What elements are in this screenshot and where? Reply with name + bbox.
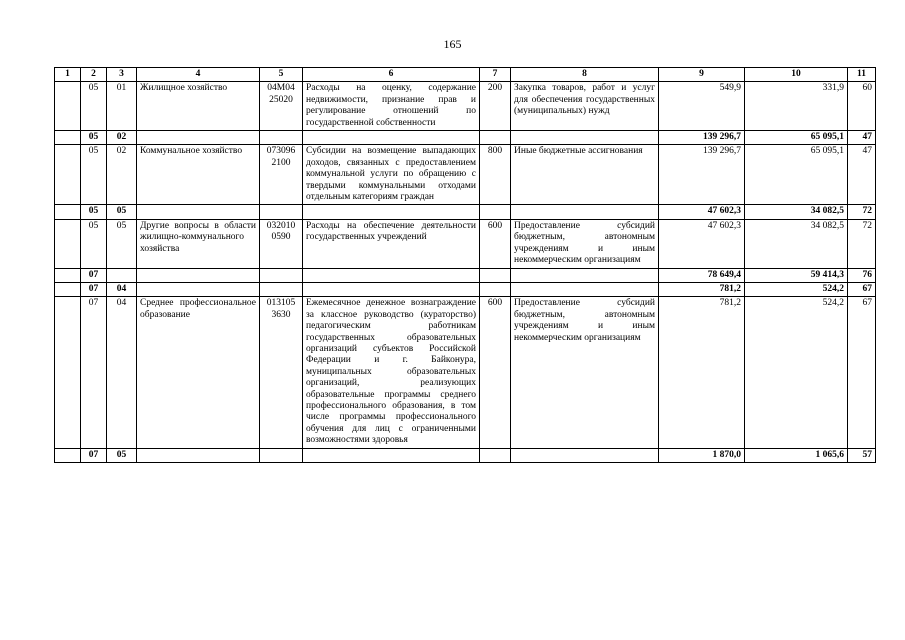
subsection-name: Другие вопросы в области жилищно-коммунального хозяйства [137,219,260,268]
subsection-code: 01 [107,82,137,131]
target-article-code: 032010 0590 [260,219,303,268]
table-row-subtotal [55,448,876,462]
planned-amount: 78 649,4 [659,268,745,282]
table-header-row [55,68,876,82]
subsection-name: Среднее профессиональное образование [137,297,260,448]
execution-percent: 72 [848,219,876,268]
actual-amount: 524,2 [745,297,848,448]
planned-amount: 1 870,0 [659,448,745,462]
target-article-code: 073096 2100 [260,145,303,205]
section-code: 05 [81,145,107,205]
header-cell: 10 [745,68,848,82]
planned-amount: 781,2 [659,282,745,296]
header-cell: 6 [303,68,480,82]
actual-amount: 65 095,1 [745,131,848,145]
planned-amount: 47 602,3 [659,219,745,268]
expense-description: Расходы на оценку, содержание недвижимости, признание прав и регулирование отношений по государственной собственности [303,82,480,131]
header-cell: 3 [107,68,137,82]
actual-amount: 34 082,5 [745,205,848,219]
execution-percent: 47 [848,131,876,145]
subsection-code: 02 [107,131,137,145]
subsection-code: 05 [107,205,137,219]
table-row [55,219,876,268]
table-row-subtotal [55,268,876,282]
execution-percent: 72 [848,205,876,219]
header-cell: 11 [848,68,876,82]
table-row [55,145,876,205]
planned-amount: 47 602,3 [659,205,745,219]
budget-table [54,67,876,463]
table-row [55,82,876,131]
subsection-code: 02 [107,145,137,205]
subsection-code: 04 [107,282,137,296]
planned-amount: 549,9 [659,82,745,131]
planned-amount: 781,2 [659,297,745,448]
expense-type-code: 600 [480,219,511,268]
header-cell: 7 [480,68,511,82]
header-cell: 8 [511,68,659,82]
header-cell: 2 [81,68,107,82]
expense-type-code: 600 [480,297,511,448]
section-code: 07 [81,282,107,296]
table-row-subtotal [55,205,876,219]
section-code: 05 [81,219,107,268]
actual-amount: 524,2 [745,282,848,296]
target-article-code: 04М04 25020 [260,82,303,131]
subsection-code: 05 [107,448,137,462]
expense-type-name: Предоставление субсидий бюджетным, автономным учреждениям и иным некоммерческим организациям [511,219,659,268]
execution-percent: 67 [848,297,876,448]
execution-percent: 76 [848,268,876,282]
table-row [55,297,876,448]
execution-percent: 57 [848,448,876,462]
section-code: 07 [81,448,107,462]
section-code: 05 [81,82,107,131]
expense-type-code: 200 [480,82,511,131]
planned-amount: 139 296,7 [659,145,745,205]
execution-percent: 67 [848,282,876,296]
header-cell: 1 [55,68,81,82]
actual-amount: 34 082,5 [745,219,848,268]
table-row-subtotal [55,131,876,145]
section-code: 05 [81,205,107,219]
subsection-name: Жилищное хозяйство [137,82,260,131]
table-row-subtotal [55,282,876,296]
subsection-code [107,268,137,282]
header-cell: 9 [659,68,745,82]
execution-percent: 60 [848,82,876,131]
expense-type-name: Иные бюджетные ассигнования [511,145,659,205]
actual-amount: 1 065,6 [745,448,848,462]
expense-description: Субсидии на возмещение выпадающих доходов, связанных с предоставлением коммунальной услуги по обращению с твердыми коммунальными отходами отдельным категориям граждан [303,145,480,205]
subsection-code: 04 [107,297,137,448]
expense-description: Ежемесячное денежное вознаграждение за классное руководство (кураторство) педагогическим работникам государственных образовательных организаций субъектов Российской Федерации и г. Байконура, муниципальных образовательных организаций, реализующих образовательные программы среднего профессионального образования, в том числе программы профессионального обучения для лиц с ограниченными возможностями здоровья [303,297,480,448]
expense-description: Расходы на обеспечение деятельности государственных учреждений [303,219,480,268]
section-code: 07 [81,268,107,282]
actual-amount: 331,9 [745,82,848,131]
actual-amount: 59 414,3 [745,268,848,282]
header-cell: 5 [260,68,303,82]
planned-amount: 139 296,7 [659,131,745,145]
section-code: 07 [81,297,107,448]
target-article-code: 013105 3630 [260,297,303,448]
execution-percent: 47 [848,145,876,205]
header-cell: 4 [137,68,260,82]
subsection-name: Коммунальное хозяйство [137,145,260,205]
expense-type-name: Предоставление субсидий бюджетным, автономным учреждениям и иным некоммерческим организациям [511,297,659,448]
page-number: 165 [443,37,462,51]
subsection-code: 05 [107,219,137,268]
expense-type-name: Закупка товаров, работ и услуг для обеспечения государственных (муниципальных) нужд [511,82,659,131]
actual-amount: 65 095,1 [745,145,848,205]
expense-type-code: 800 [480,145,511,205]
section-code: 05 [81,131,107,145]
